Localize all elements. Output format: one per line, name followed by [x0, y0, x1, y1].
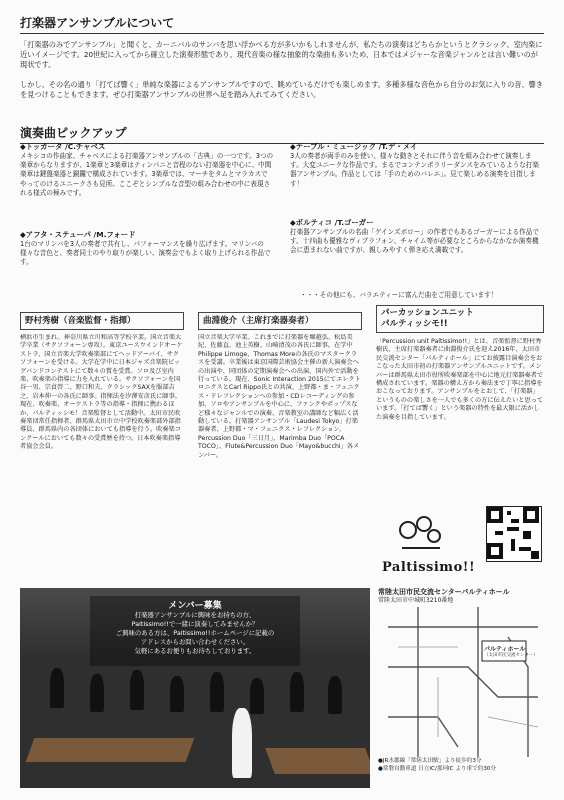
pickup-item-text: 3人の奏者が両手のみを使い、様々な動きとそれに伴う音を組み合わせて演奏します。大変ユニークな作品です。まるでコンテンポラリーダンスをみているような打楽器アンサンブル。作品としては「手のためのバレエ」。見て楽しめる演奏を目指します！ — [290, 152, 539, 188]
access-map — [378, 588, 548, 788]
musician — [210, 672, 224, 712]
marimba — [265, 748, 370, 774]
column-header-magaribuchi: 曲淵俊介（主席打楽器奏者） — [198, 312, 362, 330]
paltissimo-logo — [382, 510, 482, 580]
map-subtitle: 常陸太田市中城町3210番地 — [378, 597, 454, 604]
marimba — [26, 738, 195, 762]
logo-text: Paltissimo!! — [382, 560, 476, 575]
qr-code-icon[interactable] — [486, 506, 542, 562]
member-line: 気軽にあるお便りもお待ちしております。 — [134, 647, 256, 655]
column-body-nomura: 横浜市生まれ。神奈川県立川和高等学校卒業。国立音楽大学卒業（サクソフォーン専攻）。東京ユースウインドオーケストラ、国立音楽大学吹奏楽部にてヘッドアーバイ、サクソフォーンを受ける。大学在学中に日本ジャズ音楽院ビッグバンドコンテストにて数々の賞を受賞。ソロ及び室内楽、吹奏楽の指導に力を入れている。サクソフォーンを国谷一男、宗貞啓二、野口和夫、クラシックSAXを服部吉之、岩本伸一の各氏に師事。指揮法を汐澤安彦氏に師事。現在、吹奏楽、オーケストラ等の指導・指揮に携わるほか、パルティッシモ！音楽監督として活動中。太田市民吹奏楽団常任指揮者、群馬県太田市立中学校吹奏楽部外部指導員、群馬県内の各団体においても指導を行う。吹奏楽コンクールにおいても数々の受賞歴を持つ。日本吹奏楽指導者協会会員。 — [20, 334, 183, 451]
pickup-item — [20, 230, 274, 268]
pickup-item — [20, 142, 274, 198]
column-body-magaribuchi: 国立音楽大学卒業。これまでに打楽器を堀越弘、松島美紀、佐藤直、池上英樹、山崎清茂の各氏に師事。在学中Philippe Limoge、Thomas Moreの各氏のマスタークラスを受講。卒業後は東京国際芸術協会主催の新人演奏会への出演や、同団体の定期演奏会への出演、国内外で活動を行っている。現在、Sonic Interaction 2015にてエレクトロニクスとCarl Rippo氏との共演、上野都・ま・フェニクス・ドレフレクションへの参加・CDレコーディングの参加、ソロやアンサンブルを中心に、ファンクやポップスなど様々なジャンルでの演奏、音楽教室の講師など幅広く活動している。打楽器アンサンブル「Laudesi Tokyo」打楽器奏者、上野都・マ・フェニクス・レフレクション、Percussion Duo「三日月」、Marimba Duo「POCA TOCO」、Flute&Percussion Duo「Mayo&bucchi」各メンバー。 — [198, 334, 361, 459]
member-recruit-box — [90, 596, 300, 666]
pickup-title: 演奏曲ピックアップ — [20, 124, 544, 144]
pickup-item-text: メキシコの作曲家、チャベスによる打楽器アンサンブルの「古典」の一つです。3つの楽章からなりますが、1楽章と3楽章はティンパニと音程のない打楽器を中心に、中間楽章は鍵盤楽器と銅鑼で構成されています。3楽章では、マーチをタムとマラカスでやってのけるユニークさも見所。ここぞとシンプルな音型の組み合わせの中に表現される様式の極みです。 — [20, 152, 274, 197]
musician — [250, 678, 264, 714]
about-title: 打楽器アンサンブルについて — [20, 14, 544, 34]
musician — [328, 676, 342, 714]
column-header-nomura: 野村秀樹（音楽監督・指揮） — [20, 312, 184, 330]
about-paragraph-1: 「打楽器のみでアンサンブル」と聞くと、カーニバルのサンバを思い浮かべる方が多いかもしれませんが、私たちの演奏はどちらかというとクラシック、室内楽に近いイメージです。20世紀に入ってから確立した演奏形態であり、現代音楽の様な抽象的な楽曲も多いため、日本ではメジャーな音楽ジャンルとは言い難いのが現状です。 — [20, 40, 543, 69]
map-hall-label: パルティホール — [484, 646, 526, 653]
member-line: 打楽器アンサンブルに興味をお持ちの方、 — [134, 611, 256, 619]
pickup-item-text: 打楽器アンサンブルの名曲「ゲインズボロー」の作者でもあるゴーガーによる作品です。十四曲も優雅なヴィブラフォン、チャイム等が必要なところからなかなか演奏機会に恵まれない曲ですが、親しみやすく弾き応え満載です。 — [290, 228, 539, 255]
pickup-footer: ・・・その他にも、バラエティーに富んだ曲をご用意しています！ — [300, 291, 498, 299]
musician — [130, 670, 144, 710]
map-title: 常陸太田市民交流センターパルティホール — [378, 588, 510, 596]
column-body-unit: 「Percussion unit Paltissimo!!」とは、音楽監督に野村秀樹氏、主席打楽器奏者に曲淵俊介氏を迎え2016年、太田市民交流センター「パルティホール」にてお披露目演奏会をおこなった太田市初の打楽器アンサンブルユニットです。メンバーは群馬県太田市役所吹奏楽部を中心に地元打楽器奏者で構成されています。楽器の構え方から奏法まで丁寧に指導をおこなっております。アンサンブルをとおして、「打楽器」というものの楽しさを一人でも多くの方に伝えたいと思っています。「打てば響く」という楽器の特性を最大限に活かした演奏を目指しています。 — [376, 338, 544, 421]
map-note: ●常磐自動車道 日立IC/那珂IC より車で約30分 — [378, 766, 497, 772]
member-line: アドレスからお問い合わせください。 — [140, 638, 250, 646]
musician — [170, 676, 184, 712]
map-drawing — [378, 607, 548, 757]
pickup-item-title: ◆トッカータ /C.チャベス — [20, 142, 106, 151]
map-hall-sub: （太田市民交流センター） — [484, 653, 538, 658]
musician — [50, 668, 64, 708]
pickup-item — [290, 218, 544, 256]
musician — [90, 674, 104, 712]
musician — [290, 672, 304, 712]
logo-mark-icon — [390, 510, 450, 560]
pickup-item — [290, 142, 544, 189]
about-paragraph-2: しかし、その名の通り「打てば響く」単純な楽器によるアンサンブルですので、眺めているだけでも楽しめます。多種多様な音色から自分のお気に入りの音、響きを見つけることもできます。ぜひ打楽器アンサンブルの世界へ足を踏み入れてみてください。 — [20, 80, 544, 99]
member-line: ご興味のある方は、Paltissimo!!ホームページに記載の — [115, 629, 275, 637]
pickup-item-title: ◆ボルティコ /T.ゴーガー — [290, 218, 374, 227]
column-header-unit: パーカッションユニット パルティッシモ!! — [376, 305, 544, 333]
pickup-item-title: ◆テーブル・ミュージック /T.デ・メイ — [290, 142, 418, 151]
conductor — [232, 708, 252, 778]
member-line: Paltissimo!!で一緒に演奏してみませんか？ — [131, 620, 259, 628]
map-note: ●JR水郡線「常陸太田駅」より徒歩約3分 — [378, 758, 482, 764]
member-photo — [20, 588, 370, 788]
pickup-item-title: ◆アフタ・ステューパ /M.フォード — [20, 230, 136, 239]
pickup-item-text: 1台のマリンバを3人の奏者で共有し、パフォーマンスを繰り広げます。マリンバの様々な音色と、奏者同士のやり取りが楽しい、演奏会でもよく取り上げられる作品です。 — [20, 240, 271, 267]
member-title: メンバー募集 — [168, 601, 222, 611]
